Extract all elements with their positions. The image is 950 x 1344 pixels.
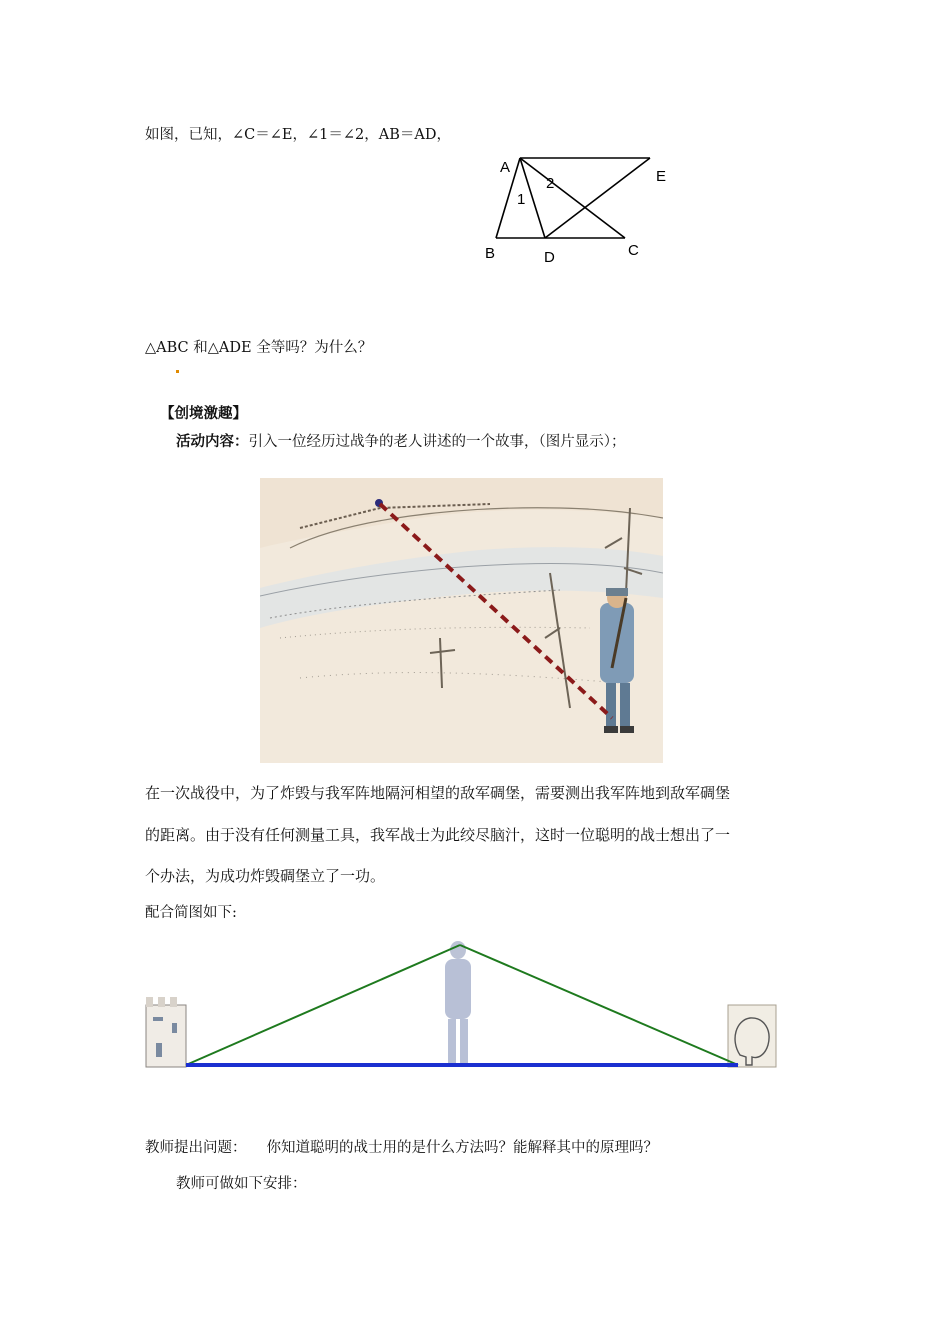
teacher-question-label: 教师提出问题： <box>145 1140 247 1156</box>
segment-ac <box>520 158 625 238</box>
label-c: C <box>628 242 639 259</box>
section-heading: 【创境激趣】 <box>160 406 247 422</box>
story-line-2: 的距离。由于没有任何测量工具，我军战士为此绞尽脑汁，这时一位聪明的战士想出了一 <box>145 826 731 844</box>
teacher-question-text: 你知道聪明的战士用的是什么方法吗？能解释其中的原理吗？ <box>266 1140 658 1156</box>
tree-icon <box>728 1005 776 1067</box>
decorative-dot <box>176 370 179 373</box>
battlefield-illustration <box>260 478 663 763</box>
teacher-arrangement: 教师可做如下安排： <box>176 1176 307 1192</box>
question-text: △ABC 和△ADE 全等吗？为什么？ <box>145 340 373 356</box>
segment-de <box>545 158 650 238</box>
story-line-3: 个办法，为成功炸毁碉堡立了一功。 <box>145 867 386 885</box>
label-angle-2: 2 <box>546 175 555 192</box>
label-b: B <box>485 245 496 262</box>
soldier-silhouette <box>445 941 471 1064</box>
diagram-caption: 配合简图如下: <box>145 905 237 921</box>
measurement-diagram <box>140 935 790 1075</box>
given-text: 如图，已知，∠C＝∠E，∠1＝∠2，AB＝AD， <box>145 127 451 143</box>
watchtower-icon <box>146 997 186 1067</box>
label-e: E <box>656 168 667 185</box>
green-line-right <box>460 945 738 1065</box>
label-angle-1: 1 <box>517 191 526 208</box>
activity-label: 活动内容： <box>176 434 249 450</box>
label-d: D <box>544 249 555 266</box>
activity-text: 引入一位经历过战争的老人讲述的一个故事，（图片显示）； <box>248 434 626 450</box>
green-line-left <box>186 945 460 1065</box>
label-a: A <box>500 159 511 176</box>
activity-line <box>176 432 626 452</box>
teacher-question-line <box>145 1138 658 1158</box>
story-line-1: 在一次战役中，为了炸毁与我军阵地隔河相望的敌军碉堡，需要测出我军阵地到敌军碉堡 <box>145 784 731 802</box>
geometry-figure <box>480 150 680 270</box>
